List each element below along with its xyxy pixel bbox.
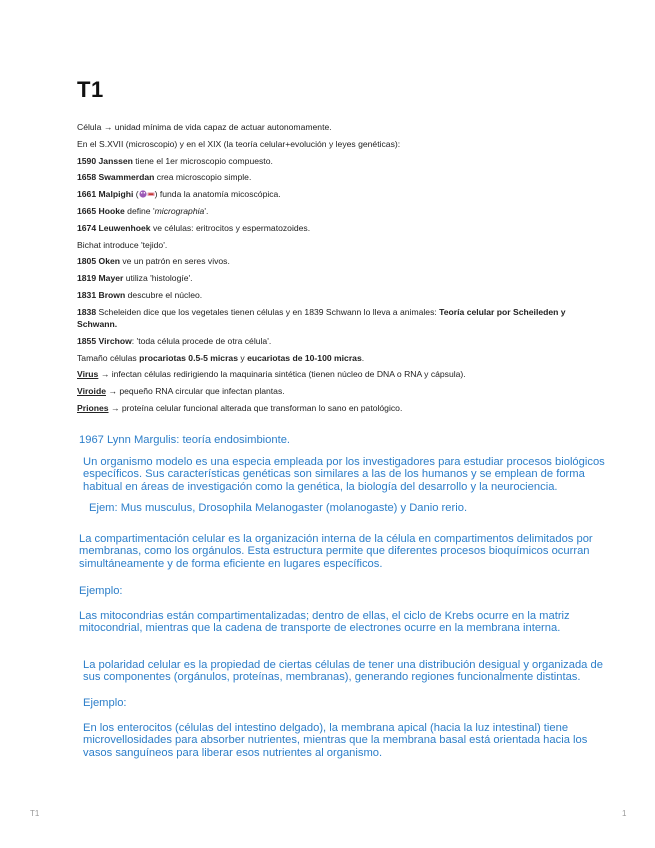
note-text: ve células: eritrocitos y espermatozoides.	[150, 222, 311, 233]
note-text: ) funda la anatomía micoscópica.	[154, 189, 281, 200]
note-bold: procariotas 0.5-5 micras	[139, 352, 238, 363]
note-text: → proteína celular funcional alterada que transforman lo sano en patológico.	[108, 402, 403, 413]
note-line	[77, 119, 587, 136]
note-bold: 1661 Malpighi	[77, 189, 134, 200]
blue-paragraph	[89, 502, 467, 514]
note-line	[77, 237, 587, 254]
note-line	[77, 253, 587, 270]
blue-paragraph	[83, 722, 587, 759]
note-text: : 'toda célula procede de otra célula'.	[131, 335, 272, 346]
note-line	[77, 400, 587, 417]
note-text: Tamaño células	[77, 352, 140, 363]
note-term: Priones	[77, 402, 109, 413]
note-line	[77, 383, 587, 400]
blue-paragraph	[79, 610, 570, 635]
note-line	[77, 304, 587, 333]
note-bold: 1838	[77, 306, 97, 317]
blue-paragraph	[83, 456, 605, 493]
note-bold: eucariotas de 10-100 micras	[247, 352, 362, 363]
blue-line: habitual en áreas de investigación como la genética, la biología del desarrollo y la neurociencia.	[83, 480, 558, 493]
note-line	[77, 136, 587, 153]
blue-line: microvellosidades para absorber nutrientes, mientras que la membrana basal está orientada hacia los	[83, 734, 588, 747]
note-bold: 1674 Leuwenhoek	[77, 222, 151, 233]
note-text: define '	[124, 205, 155, 216]
note-bold: 1831 Brown	[77, 289, 126, 300]
blue-paragraph	[83, 697, 127, 709]
page-number: 1	[622, 809, 627, 818]
note-text: → infectan células redirigiendo la maquinaria sintética (tienen núcleo de DNA o RNA y cápsula).	[98, 369, 466, 380]
note-term: Virus	[77, 369, 99, 380]
note-line	[77, 366, 587, 383]
blue-line: Ejemplo:	[83, 697, 127, 709]
blue-line: membranas, como los orgánulos. Esta estructura permite que diferentes procesos bioquímicos ocurran	[79, 545, 590, 558]
frog-icon	[139, 190, 147, 198]
note-text: tiene el 1er microscopio compuesto.	[132, 155, 273, 166]
blue-line: mitocondrial, mientras que la cadena de transporte de electrones ocurre en la membrana interna.	[79, 622, 561, 635]
blue-paragraph	[79, 585, 123, 597]
blue-line: La polaridad celular es la propiedad de ciertas células de tener una distribución desigual y organizada de	[83, 659, 603, 671]
note-line	[77, 169, 587, 186]
note-italic: micrographia	[154, 205, 205, 216]
note-bold: 1855 Virchow	[77, 335, 132, 346]
note-text: Bichat introduce 'tejido'.	[77, 239, 168, 250]
note-text: (	[133, 189, 139, 200]
blue-line: Ejem: Mus musculus, Drosophila Melanogaster (molanogaste) y Danio rerio.	[89, 502, 468, 514]
blue-line: vasos sanguíneos para liberar esos nutrientes al organismo.	[83, 746, 383, 759]
blue-line: La compartimentación celular es la organización interna de la célula en compartimentos delimitados por	[79, 533, 593, 545]
blue-line: 1967 Lynn Margulis: teoría endosimbionte.	[79, 434, 291, 446]
note-text: En el S.XVII (microscopio) y en el XIX (la teoría celular+evolución y leyes genéticas):	[77, 138, 401, 149]
note-bold: 1658 Swammerdan	[77, 172, 155, 183]
note-text: utiliza 'histologíe'.	[123, 273, 193, 284]
blue-line: simultáneamente y de forma eficiente en lugares específicos.	[79, 557, 383, 570]
note-line	[77, 350, 587, 367]
note-line	[77, 287, 587, 304]
blue-paragraph	[83, 659, 603, 684]
page-title: T1	[77, 77, 104, 102]
blue-line: Ejemplo:	[79, 585, 123, 597]
note-text: '.	[204, 205, 209, 216]
note-text: ve un patrón en seres vivos.	[120, 256, 230, 267]
note-line	[77, 203, 587, 220]
note-bold: 1805 Oken	[77, 256, 120, 267]
note-text: crea microscopio simple.	[154, 172, 252, 183]
note-text: Scheleiden dice que los vegetales tienen células y en 1839 Schwann lo lleva a animales:	[96, 306, 440, 317]
blue-line: sus componentes (orgánulos, proteínas, membranas), generando regiones funcionalmente distintas.	[83, 671, 581, 684]
note-line	[77, 186, 587, 203]
note-text: .	[361, 352, 365, 363]
note-line	[77, 220, 587, 237]
note-bold: 1590 Janssen	[77, 155, 133, 166]
notes-list	[77, 119, 587, 417]
blue-line: Un organismo modelo es una especia empleada por los investigadores para estudiar procesos biológicos	[83, 456, 605, 468]
note-text: y	[238, 352, 248, 363]
note-bold: Teoría celular por Scheileden y Schwann.	[77, 306, 566, 330]
footer-title: T1	[30, 809, 40, 818]
note-line	[77, 270, 587, 287]
blue-paragraph	[79, 434, 290, 446]
rug-icon	[147, 190, 155, 198]
blue-line: En los enterocitos (células del intestino delgado), la membrana apical (hacia la luz intestinal) tiene	[83, 722, 569, 734]
note-text: → pequeño RNA circular que infectan plantas.	[105, 386, 285, 397]
note-text: Célula → unidad mínima de vida capaz de actuar autonomamente.	[77, 122, 332, 132]
blue-line: específicos. Sus características genéticas son similares a las de los humanos y se emplean de forma	[83, 468, 585, 481]
note-term: Viroide	[77, 386, 106, 397]
note-line	[77, 333, 587, 350]
blue-line: Las mitocondrias están compartimentalizadas; dentro de ellas, el ciclo de Krebs ocurre en la matriz	[79, 610, 570, 622]
note-bold: 1819 Mayer	[77, 273, 124, 284]
note-bold: 1665 Hooke	[77, 205, 125, 216]
note-line	[77, 153, 587, 170]
blue-paragraph	[79, 533, 593, 570]
note-text: descubre el núcleo.	[125, 289, 203, 300]
